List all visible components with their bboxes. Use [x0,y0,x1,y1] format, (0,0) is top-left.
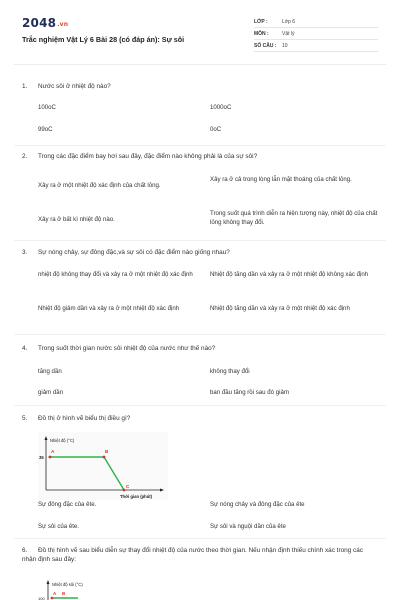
question-text: 1. Nước sôi ở nhiệt độ nào? [22,83,111,90]
meta-grade: LỚP : Lớp 6 [254,16,378,28]
option-a[interactable]: nhiệt độ không thay đổi và xảy ra ở một nhiệt độ xác định [38,271,193,278]
option-d[interactable]: Trong suốt quá trình diễn ra hiện tượng này, nhiệt độ của chất lỏng không thay đổi. [210,210,378,226]
question-separator [14,334,386,335]
option-c[interactable]: 99oC [38,126,53,133]
option-d[interactable]: Nhiệt độ tăng dần và xảy ra ở một nhiệt độ xác định [210,305,350,312]
option-d[interactable]: 0oC [210,126,222,133]
question-separator [14,240,386,241]
option-a[interactable]: tăng dần [38,368,62,375]
question-text: 6. Đồ thị hình vẽ sau biểu diễn sự thay đổi nhiệt độ của nước theo thời gian. Nếu nhận định thiếu chính xác trong các nhận định sau đây: [22,547,363,563]
point-b-label: B [62,591,66,596]
option-d[interactable]: Sự sôi và nguội dần của ête [210,523,286,530]
option-c[interactable]: Nhiệt độ giảm dần và xảy ra ở một nhiệt độ xác định [38,305,180,312]
point-a [51,597,54,600]
point-a-label: A [51,449,55,454]
y-axis-label: Nhiệt độ (°C) [50,438,75,443]
question-text: 4. Trong suốt thời gian nước sôi nhiệt độ của nước như thế nào? [22,345,216,352]
water-temperature-graph [38,578,128,600]
option-a[interactable]: Sự đông đặc của ête. [38,501,97,508]
point-b [103,456,106,459]
page-header [22,16,378,60]
option-b[interactable]: Nhiệt độ tăng dần và xảy ra ở một nhiệt độ không xác định [210,271,369,278]
point-c-label: C [126,484,130,489]
question-text: 5. Đồ thị ở hình vẽ biểu thị điều gì? [22,415,131,422]
question-text: 3. Sự nóng chảy, sự đông đặc,và sự sôi có đặc điểm nào giống nhau? [22,249,230,256]
y-axis-arrow [47,580,50,584]
y-tick-label: 100 [38,596,45,600]
meta-subject: MÔN : Vật lý [254,28,378,40]
x-axis-label: Thời gian (phút) [120,494,153,499]
question-separator [14,538,386,539]
option-d[interactable]: ban đầu tăng rồi sau đó giảm [210,389,289,396]
option-a[interactable]: Xảy ra ở một nhiệt độ xác định của chất lỏng. [38,182,161,189]
header-divider [14,64,386,65]
y-axis-label: Nhiệt độ sôi (°C) [52,582,83,587]
meta-count: SỐ CÂU : 10 [254,40,378,52]
question-text: 2. Trong các đặc điểm bay hơi sau đây, đặc điểm nào không phải là của sự sôi? [22,153,258,160]
option-c[interactable]: Xảy ra ở bất kì nhiệt độ nào. [38,216,115,223]
point-a [49,456,52,459]
option-b[interactable]: 1000oC [210,104,232,111]
quiz-meta [254,16,378,52]
option-a[interactable]: 100oC [38,104,56,111]
option-b[interactable]: Sự nóng chảy và đông đặc của ête [210,501,305,508]
option-b[interactable]: Xảy ra ở cả trong lòng lẫn mặt thoáng của chất lỏng. [210,176,352,183]
question-separator [14,405,386,406]
y-tick-label: 35 [39,455,44,460]
page-title: Trắc nghiệm Vật Lý 6 Bài 28 (có đáp án): Sự sôi [22,35,185,44]
option-c[interactable]: giảm dần [38,389,64,396]
option-c[interactable]: Sự sôi của ête. [38,523,80,530]
option-b[interactable]: không thay đổi [210,368,250,375]
site-logo[interactable]: 2048.vn [22,16,69,30]
point-c [123,489,126,492]
question-separator [14,145,386,146]
point-a-label: A [53,591,57,596]
point-b-label: B [105,449,109,454]
temperature-time-graph [38,432,168,500]
